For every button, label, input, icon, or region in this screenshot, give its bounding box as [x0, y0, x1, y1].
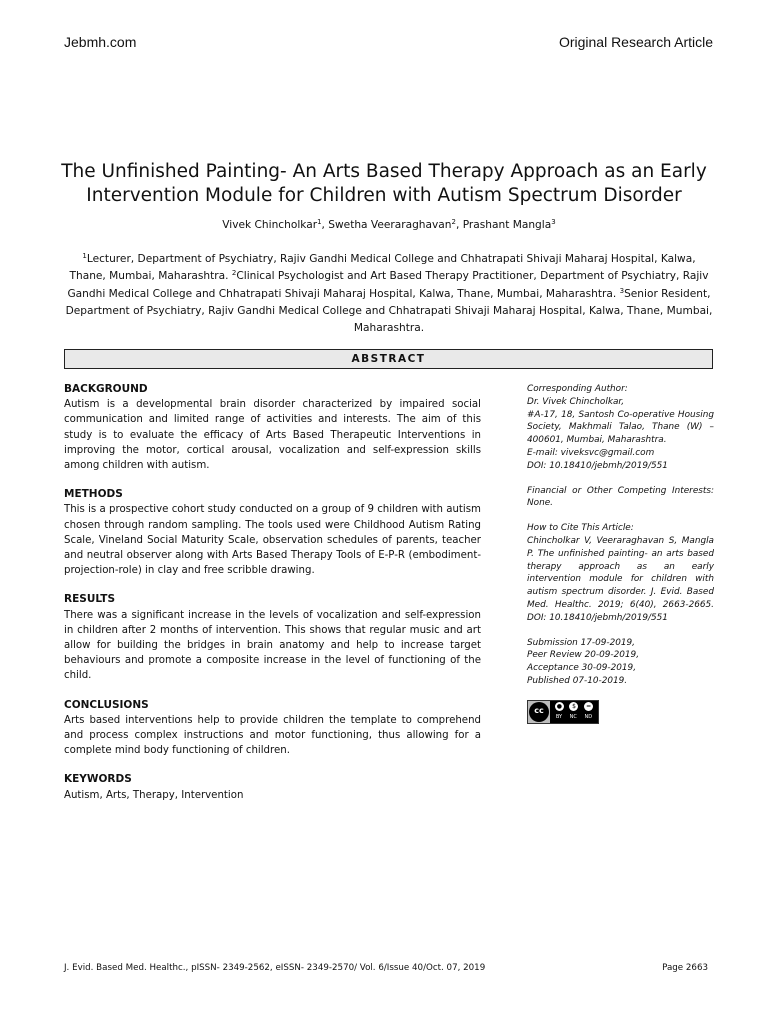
citation-text: Chincholkar V, Veeraraghavan S, Mangla P. The unfinished painting- an arts based therapy approach as an early intervention module for children with autism spectrum disorder. J. Evid. Based Med. Healthc. 2019; 6(40), 2663-2665. DOI: 10.18410/jebmh/2019/551	[527, 535, 714, 623]
section-heading-keywords: KEYWORDS	[64, 773, 132, 786]
section-heading-conclusions: CONCLUSIONS	[64, 698, 149, 711]
site-name: Jebmh.com	[64, 34, 137, 50]
section-text-results: There was a significant increase in the levels of vocalization and self-expression in children after 2 months of intervention. This shows that regular music and art allow for building the bridges in brain anatomy and help to increase target behaviours and promote a composite increase in the level of functioning of the child.	[64, 609, 481, 682]
peer-review-date: Peer Review 20-09-2019,	[527, 650, 640, 661]
section-heading-results: RESULTS	[64, 593, 116, 606]
paper-title: The Unfinished Painting- An Arts Based Therapy Approach as an Early Intervention Module for Children with Autism Spectrum Disorder	[61, 161, 707, 206]
license-nc: NC	[569, 713, 577, 720]
author-sup: 1	[317, 218, 322, 226]
section-text-conclusions: Arts based interventions help to provide children the template to comprehend and process complex instructions and motor functioning, thus allowing for a complete mind body functioning of children.	[64, 714, 481, 757]
corresponding-name: Dr. Vivek Chincholkar,	[527, 396, 625, 407]
page-number: Page 2663	[662, 963, 708, 973]
affiliations	[64, 251, 714, 337]
corresponding-author-block	[527, 383, 714, 473]
corresponding-label: Corresponding Author:	[527, 384, 628, 394]
affiliation-sup: 1	[82, 252, 87, 260]
competing-interests-block	[527, 485, 714, 511]
affiliation-sup: 3	[619, 286, 625, 295]
author-name: Swetha Veeraraghavan	[328, 219, 452, 231]
author-name: Vivek Chincholkar	[222, 219, 318, 231]
affiliation-sup: 2	[231, 269, 237, 278]
abstract-heading: ABSTRACT	[64, 349, 713, 369]
affiliation-text: Senior Resident, Department of Psychiatry, Rajiv Gandhi Medical College and Chhatrapati Shivaji Maharaj Hospital, Kalwa, Thane, Mumbai, Maharashtra.	[65, 287, 713, 335]
section-text-methods: This is a prospective cohort study conducted on a group of 9 children with autism chosen through random sampling. The tools used were Childhood Autism Rating Scale, Vineland Social Maturity Scale, observation schedules of parents, teacher and neutral observer along with Arts Based Therapy Tools of E-P-R (embodiment-projection-role) in clay and free scribble drawing.	[64, 504, 481, 577]
attribution-icon: ●	[556, 702, 562, 710]
abstract-body	[64, 382, 481, 817]
citation-block	[527, 522, 714, 624]
section-heading-methods: METHODS	[64, 488, 123, 501]
author-list: Vivek Chincholkar$^1$, Swetha Veeraraghavan$^2$, Prashant Mangla$^3$	[222, 218, 556, 231]
cc-license-badge	[527, 700, 599, 724]
corresponding-email: E-mail: viveksvc@gmail.com	[527, 447, 655, 458]
author-sup: 3	[551, 218, 556, 226]
dates-block	[527, 637, 714, 688]
noderivs-icon: =	[586, 702, 592, 710]
noncommercial-icon: $	[569, 702, 578, 711]
corresponding-doi: DOI: 10.18410/jebmh/2019/551	[527, 460, 668, 471]
corresponding-address: #A-17, 18, Santosh Co-operative Housing Society, Makhmali Talao, Thane (W) – 400601, Mumbai, Maharashtra.	[527, 409, 714, 446]
license-nd: ND	[584, 713, 593, 720]
affiliation-text: Clinical Psychologist and Art Based Therapy Practitioner, Department of Psychiatry, Rajiv Gandhi Medical College and Chhatrapati Shivaji Maharaj Hospital, Kalwa, Thane, Mumbai, Maharashtra.	[67, 270, 709, 300]
article-type: Original Research Article	[558, 34, 713, 50]
section-heading-background: BACKGROUND	[64, 383, 148, 395]
journal-citation-footer: J. Evid. Based Med. Healthc., pISSN- 2349-2562, eISSN- 2349-2570/ Vol. 6/Issue 40/Oct. 07, 2019	[64, 963, 486, 973]
affiliation-text: Lecturer, Department of Psychiatry, Rajiv Gandhi Medical College and Chhatrapati Shivaji Maharaj Hospital, Kalwa, Thane, Mumbai, Maharashtra.	[69, 253, 696, 283]
author-sup: 2	[451, 218, 456, 226]
article-info-sidebar	[527, 383, 714, 724]
section-text-background: Autism is a developmental brain disorder characterized by impaired social communication and limited range of activities and interests. The aim of this study is to evaluate the efficacy of Arts Based Therapeutic Interventions in improving the motor, cortical arousal, vocalization and self-expression skills among children with autism.	[64, 399, 481, 472]
citation-label: How to Cite This Article:	[527, 523, 634, 534]
license-icons	[550, 701, 598, 723]
acceptance-date: Acceptance 30-09-2019,	[527, 663, 637, 674]
submission-date: Submission 17-09-2019,	[527, 637, 635, 648]
competing-interests: Financial or Other Competing Interests: None.	[527, 485, 714, 509]
published-date: Published 07-10-2019.	[527, 675, 628, 686]
author-name: Prashant Mangla	[462, 219, 552, 231]
section-text-keywords: Autism, Arts, Therapy, Intervention	[64, 789, 244, 801]
license-by: BY	[555, 713, 563, 720]
cc-icon: cc	[529, 702, 549, 722]
